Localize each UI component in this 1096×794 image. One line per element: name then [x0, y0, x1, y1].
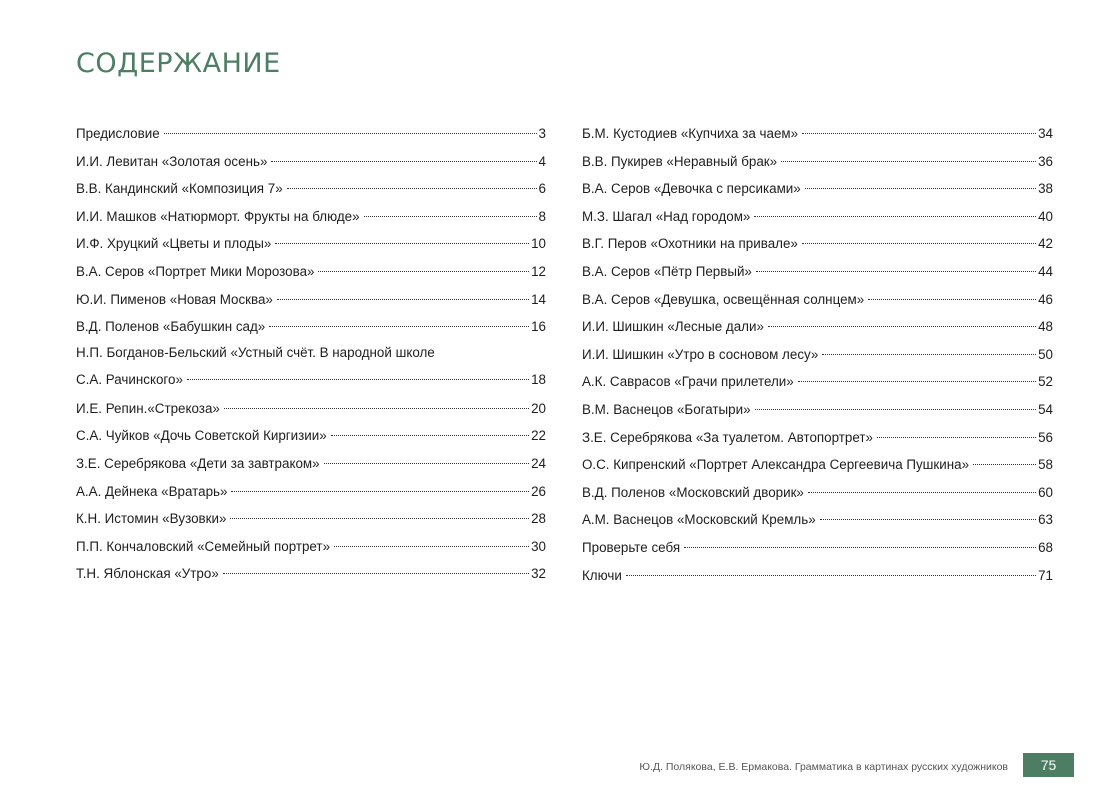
dot-leader	[287, 188, 537, 189]
toc-entry	[582, 286, 1053, 314]
toc-entry-page: 58	[1038, 457, 1053, 473]
toc-entry-page: 71	[1038, 567, 1053, 583]
dot-leader	[364, 216, 537, 217]
dot-leader	[224, 408, 529, 409]
toc-entry	[582, 451, 1053, 479]
toc-entry-title: В.А. Серов «Портрет Мики Морозова»	[76, 263, 315, 279]
toc-entry	[76, 258, 546, 286]
toc-entry	[582, 313, 1053, 341]
toc-entry-page: 4	[538, 153, 546, 169]
dot-leader	[684, 547, 1036, 548]
toc-entry-page: 8	[538, 208, 546, 224]
toc-entry-title: С.А. Чуйков «Дочь Советской Киргизии»	[76, 428, 327, 444]
toc-entry	[76, 478, 546, 506]
toc-entry-title: Т.Н. Яблонская «Утро»	[76, 566, 219, 582]
toc-entry-title: И.И. Шишкин «Утро в сосновом лесу»	[582, 346, 819, 362]
toc-entry-page: 6	[538, 181, 546, 197]
toc-entry-title: В.Д. Поленов «Московский дворик»	[582, 484, 804, 500]
toc-entry-page: 3	[538, 126, 546, 141]
dot-leader	[798, 381, 1036, 382]
toc-entry-title: О.С. Кипренский «Портрет Александра Сергеевича Пушкина»	[582, 457, 970, 473]
toc-entry	[76, 313, 546, 341]
dot-leader	[805, 188, 1036, 189]
dot-leader	[187, 379, 529, 380]
toc-entry-title: В.А. Серов «Пётр Первый»	[582, 263, 752, 279]
page-title: СОДЕРЖАНИЕ	[76, 48, 281, 79]
dot-leader	[820, 519, 1036, 520]
toc-entry-title: С.А. Рачинского»	[76, 371, 183, 387]
toc-entry-title: В.М. Васнецов «Богатыри»	[582, 401, 751, 417]
footer-citation: Ю.Д. Полякова, Е.В. Ермакова. Грамматика в картинах русских художников	[639, 761, 1008, 773]
toc-entry	[582, 341, 1053, 369]
toc-entry	[76, 230, 546, 258]
toc-entry-page: 38	[1038, 181, 1053, 197]
dot-leader	[164, 133, 537, 134]
dot-leader	[822, 354, 1036, 355]
dot-leader	[808, 492, 1036, 493]
toc-entry-page: 36	[1038, 153, 1053, 169]
toc-entry	[76, 175, 546, 203]
toc-entry	[76, 120, 546, 148]
dot-leader	[331, 435, 529, 436]
toc-entry	[76, 395, 546, 423]
toc-entry-title: В.Г. Перов «Охотники на привале»	[582, 236, 798, 252]
toc-entry-page: 52	[1038, 374, 1053, 390]
toc-entry-page: 10	[531, 236, 546, 252]
toc-entry-page: 50	[1038, 346, 1053, 362]
toc-entry-page: 34	[1038, 126, 1053, 141]
toc-entry-page: 40	[1038, 208, 1053, 224]
toc-entry-title: И.И. Шишкин «Лесные дали»	[582, 319, 764, 335]
dot-leader	[755, 409, 1037, 410]
toc-entry-page: 26	[531, 483, 546, 499]
toc-entry-title: И.Е. Репин.«Стрекоза»	[76, 400, 220, 416]
toc-entry-title: Проверьте себя	[582, 539, 681, 555]
toc-entry-title: И.И. Машков «Натюрморт. Фрукты на блюде»	[76, 208, 360, 224]
toc-entry	[582, 258, 1053, 286]
toc-entry-page: 46	[1038, 291, 1053, 307]
dot-leader	[768, 326, 1036, 327]
toc-entry-page: 16	[531, 319, 546, 335]
dot-leader	[877, 437, 1036, 438]
toc-entry-page: 32	[531, 566, 546, 582]
dot-leader	[275, 243, 529, 244]
toc-entry	[582, 479, 1053, 507]
toc-entry-page: 24	[531, 455, 546, 471]
toc-entry-title: П.П. Кончаловский «Семейный портрет»	[76, 538, 331, 554]
toc-entry	[582, 230, 1053, 258]
toc-entry-title: В.А. Серов «Девочка с персиками»	[582, 181, 801, 197]
toc-right-column	[582, 120, 1053, 589]
toc-entry-title: К.Н. Истомин «Вузовки»	[76, 511, 227, 527]
toc-entry-title: Б.М. Кустодиев «Купчиха за чаем»	[582, 126, 799, 141]
dot-leader	[231, 491, 529, 492]
toc-left-column	[76, 120, 546, 588]
dot-leader	[271, 161, 536, 162]
toc-entry-page: 44	[1038, 263, 1053, 279]
toc-entry	[76, 560, 546, 588]
toc-entry-page: 30	[531, 538, 546, 554]
toc-entry-title: Предисловие	[76, 126, 160, 141]
toc-entry-title: З.Е. Серебрякова «Дети за завтраком»	[76, 455, 320, 471]
dot-leader	[626, 575, 1036, 576]
dot-leader	[334, 546, 529, 547]
toc-entry	[76, 286, 546, 314]
dot-leader	[269, 326, 529, 327]
toc-entry-title: Ю.И. Пименов «Новая Москва»	[76, 291, 273, 307]
toc-entry	[76, 450, 546, 478]
toc-entry	[582, 534, 1053, 562]
toc-entry-title: М.З. Шагал «Над городом»	[582, 208, 751, 224]
toc-entry	[582, 424, 1053, 452]
toc-entry	[582, 175, 1053, 203]
toc-entry-page: 20	[531, 400, 546, 416]
toc-entry-page: 60	[1038, 484, 1053, 500]
toc-entry	[76, 533, 546, 561]
toc-entry-page: 56	[1038, 429, 1053, 445]
dot-leader	[277, 299, 529, 300]
dot-leader	[223, 573, 529, 574]
toc-entry	[582, 203, 1053, 231]
toc-entry-title: В.В. Кандинский «Композиция 7»	[76, 181, 283, 197]
toc-entry	[76, 148, 546, 176]
dot-leader	[973, 464, 1036, 465]
toc-entry-title: А.М. Васнецов «Московский Кремль»	[582, 512, 816, 528]
toc-entry-page: 42	[1038, 236, 1053, 252]
toc-entry-page: 48	[1038, 319, 1053, 335]
toc-entry-page: 68	[1038, 539, 1053, 555]
toc-entry-title: А.К. Саврасов «Грачи прилетели»	[582, 374, 794, 390]
toc-entry	[582, 120, 1053, 148]
toc-entry	[76, 505, 546, 533]
toc-entry	[76, 422, 546, 450]
toc-entry	[76, 203, 546, 231]
toc-entry-title: И.И. Левитан «Золотая осень»	[76, 153, 268, 169]
dot-leader	[802, 133, 1036, 134]
toc-entry	[582, 562, 1053, 590]
toc-entry	[582, 368, 1053, 396]
toc-entry	[582, 506, 1053, 534]
dot-leader	[324, 463, 530, 464]
toc-entry-title: И.Ф. Хруцкий «Цветы и плоды»	[76, 236, 272, 252]
dot-leader	[230, 518, 529, 519]
toc-entry-title: В.В. Пукирев «Неравный брак»	[582, 153, 778, 169]
dot-leader	[868, 299, 1036, 300]
toc-entry	[76, 341, 546, 395]
dot-leader	[802, 243, 1036, 244]
toc-entry-title: В.А. Серов «Девушка, освещённая солнцем»	[582, 291, 865, 307]
dot-leader	[756, 271, 1036, 272]
dot-leader	[318, 271, 529, 272]
dot-leader	[754, 216, 1036, 217]
toc-entry-title-line1: Н.П. Богданов-Бельский «Устный счёт. В народной школе	[76, 344, 435, 360]
toc-entry-page: 63	[1038, 512, 1053, 528]
page-number-badge: 75	[1023, 753, 1074, 777]
toc-entry-title: В.Д. Поленов «Бабушкин сад»	[76, 319, 266, 335]
toc-entry-page: 22	[531, 428, 546, 444]
toc-entry-page: 18	[531, 371, 546, 387]
toc-entry-title: З.Е. Серебрякова «За туалетом. Автопортрет»	[582, 429, 873, 445]
toc-entry-title: А.А. Дейнека «Вратарь»	[76, 483, 228, 499]
toc-entry-title: Ключи	[582, 567, 622, 583]
dot-leader	[781, 161, 1036, 162]
toc-entry-page: 54	[1038, 401, 1053, 417]
toc-entry-page: 14	[531, 291, 546, 307]
toc-entry-page: 28	[531, 511, 546, 527]
toc-entry	[582, 148, 1053, 176]
toc-entry	[582, 396, 1053, 424]
toc-entry-page: 12	[531, 263, 546, 279]
